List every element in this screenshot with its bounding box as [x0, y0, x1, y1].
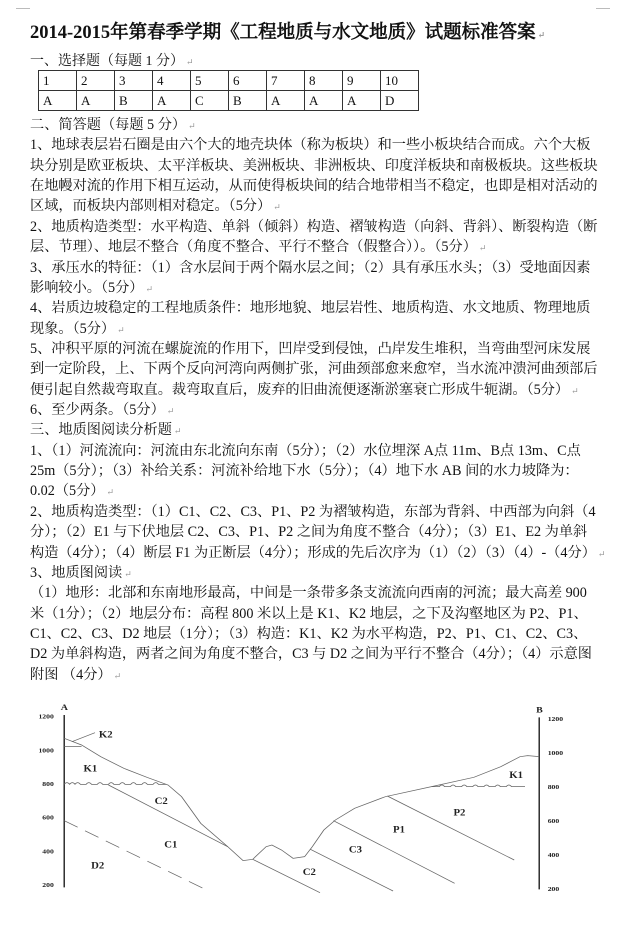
elevation-tick-label: 1200	[38, 713, 54, 721]
text-line: 分）；（2）E1 与下伏地层 C2、C3、P1、P2 之间为角度不整合（4分）；（3）E1、E2 为单斜	[30, 524, 588, 541]
text-line: 1、（1）河流流向：河流由东北流向东南（5分）；（2）水位埋深 A点 11m、B点 13m、C点	[30, 442, 581, 459]
question-number-cell: 1	[39, 71, 77, 91]
answer-table-number-row	[39, 71, 419, 91]
question-number-cell: 8	[305, 71, 343, 91]
elevation-tick-label: 800	[547, 783, 560, 791]
stratum-label: K1	[83, 764, 98, 775]
endpoint-label-b: B	[536, 706, 543, 716]
bedding-line-d2	[64, 821, 206, 890]
elevation-tick-label: 400	[42, 847, 54, 856]
answer-cell: A	[153, 91, 191, 111]
question-number-cell: 6	[229, 71, 267, 91]
answer-table-answer-row	[39, 91, 419, 111]
stratum-label: P2	[453, 808, 466, 819]
question-number-cell: 5	[191, 71, 229, 91]
text-line: 便引起自然裁弯取直。裁弯取直后，废弃的旧曲流便逐渐淤塞衰亡形成牛轭湖。（5分） ↵	[30, 380, 578, 400]
text-line: 25m（5分）；（3）补给关系：河流补给地下水（5分）；（4）地下水 AB 间的水力坡降为：	[30, 463, 579, 480]
elevation-tick-label: 1200	[547, 715, 564, 723]
text-line: 附图 （4分） ↵	[30, 665, 578, 685]
bedding-line-p1-p2	[387, 796, 514, 860]
text-line: 现象。（5分） ↵	[30, 319, 578, 339]
question-number-cell: 10	[381, 71, 419, 91]
stratum-label: C2	[302, 867, 316, 878]
terrain-profile	[64, 738, 539, 860]
geologic-cross-section	[20, 690, 620, 930]
answer-table	[38, 70, 419, 111]
bedding-line-c2-c3	[310, 849, 393, 891]
endpoint-label-a: A	[60, 703, 68, 713]
text-line: C1、C2、C3、D2 地层（1分）；（3）构造：K1、K2 为水平构造，P2、P1、C1、C2、C3、	[30, 625, 588, 642]
stratum-label: K1	[509, 770, 523, 781]
page-corner-mark	[16, 8, 30, 9]
elevation-tick-label: 1000	[38, 746, 54, 755]
stratum-label: P1	[393, 825, 406, 836]
bedding-line-c2-c1	[108, 785, 227, 847]
unconformity-right	[432, 785, 525, 787]
elevation-tick-label: 400	[547, 851, 560, 859]
stratum-label: C2	[154, 796, 168, 807]
text-line: 二、简答题（每题 5 分） ↵	[30, 115, 578, 135]
text-line: 三、地质图阅读分析题 ↵	[30, 420, 578, 440]
text-line: 1、地球表层岩石圈是由六个大的地壳块体（称为板块）和一些小板块结合而成。六个大板	[30, 137, 591, 154]
answer-cell: B	[115, 91, 153, 111]
text-line: 层、节理）、地层不整合（角度不整合、平行不整合（假整合））。（5分） ↵	[30, 237, 578, 257]
stratum-label: K2	[98, 729, 113, 741]
text-line: 2、地质构造类型：（1）C1、C2、C3、P1、P2 为褶皱构造，东部为背斜、中西部为向斜（4	[30, 503, 596, 520]
text-line: 3、地质图阅读 ↵	[30, 563, 578, 583]
text-line: 0.02（5分） ↵	[30, 481, 578, 501]
elevation-tick-label: 600	[547, 817, 560, 825]
answer-cell: B	[229, 91, 267, 111]
answer-cell: C	[191, 91, 229, 111]
question-number-cell: 9	[343, 71, 381, 91]
elevation-tick-label: 200	[42, 881, 54, 889]
answer-cell: D	[381, 91, 419, 111]
section-heading-choice: 一、选择题（每题 1 分） ↵	[30, 52, 194, 72]
question-number-cell: 2	[77, 71, 115, 91]
question-number-cell: 4	[153, 71, 191, 91]
text-line: 块分别是欧亚板块、太平洋板块、美洲板块、非洲板块、印度洋板块和南极板块。这些板块	[30, 157, 598, 174]
page-corner-mark	[596, 8, 610, 9]
text-line: D2 为单斜构造，两者之间为角度不整合，C3 与 D2 之间为平行不整合（4分）；（4）示意图	[30, 646, 592, 663]
elevation-tick-label: 1000	[547, 749, 564, 757]
answer-cell: A	[267, 91, 305, 111]
question-number-cell: 7	[267, 71, 305, 91]
stratum-label: D2	[91, 860, 105, 872]
elevation-tick-label: 200	[547, 885, 560, 893]
document-title: 2014-2015年第春季学期《工程地质与水文地质》试题标准答案 ↵	[30, 20, 590, 48]
document-body	[30, 115, 598, 685]
text-line: 区域，而板块内部则相对稳定。（5分） ↵	[30, 196, 578, 216]
answer-cell: A	[343, 91, 381, 111]
text-line: 5、冲积平原的河流在螺旋流的作用下，凹岸受到侵蚀，凸岸发生堆积，当弯曲型河床发展	[30, 340, 591, 357]
text-line: （1）地形：北部和东南地形最高，中间是一条带多条支流流向西南的河流；最大高差 900	[30, 585, 587, 602]
k2-label-leader	[72, 733, 95, 742]
text-line: 到一定阶段，上、下两个反向河湾向两侧扩张，河曲颈部愈来愈窄，当水流冲溃河曲颈部后	[30, 361, 598, 378]
text-line: 在地幔对流的作用下相互运动，从而使得板块间的结合地带相当不稳定，也即是相对活动的	[30, 178, 598, 195]
text-line: 6、至少两条。（5分） ↵	[30, 400, 578, 420]
stratum-label: C1	[164, 839, 178, 851]
question-number-cell: 3	[115, 71, 153, 91]
answer-cell: A	[305, 91, 343, 111]
elevation-tick-label: 600	[42, 814, 54, 822]
stratum-label: C3	[348, 844, 363, 856]
text-line: 米（1分）；（2）地层分布：高程 800 米以上是 K1、K2 地层，之下及沟壑地区为 P2、P1、	[30, 605, 588, 622]
elevation-tick-label: 800	[42, 780, 54, 788]
text-line: 3、承压水的特征：（1）含水层间于两个隔水层之间；（2）具有承压水头；（3）受地面因素	[30, 259, 591, 276]
text-line: 2、地质构造类型：水平构造、单斜（倾斜）构造、褶皱构造（向斜、背斜）、断裂构造（断	[30, 218, 598, 235]
answer-cell: A	[77, 91, 115, 111]
text-line: 4、岩质边坡稳定的工程地质条件：地形地貌、地层岩性、地质构造、水文地质、物理地质	[30, 300, 591, 317]
text-line: 影响较小。（5分） ↵	[30, 278, 578, 298]
answer-cell: A	[39, 91, 77, 111]
unconformity-left	[64, 783, 166, 785]
text-line: 构造（4分）；（4）断层 F1 为正断层（4分）；形成的先后次序为（1）（2）（3）（4）-（4分） ↵	[30, 543, 578, 563]
